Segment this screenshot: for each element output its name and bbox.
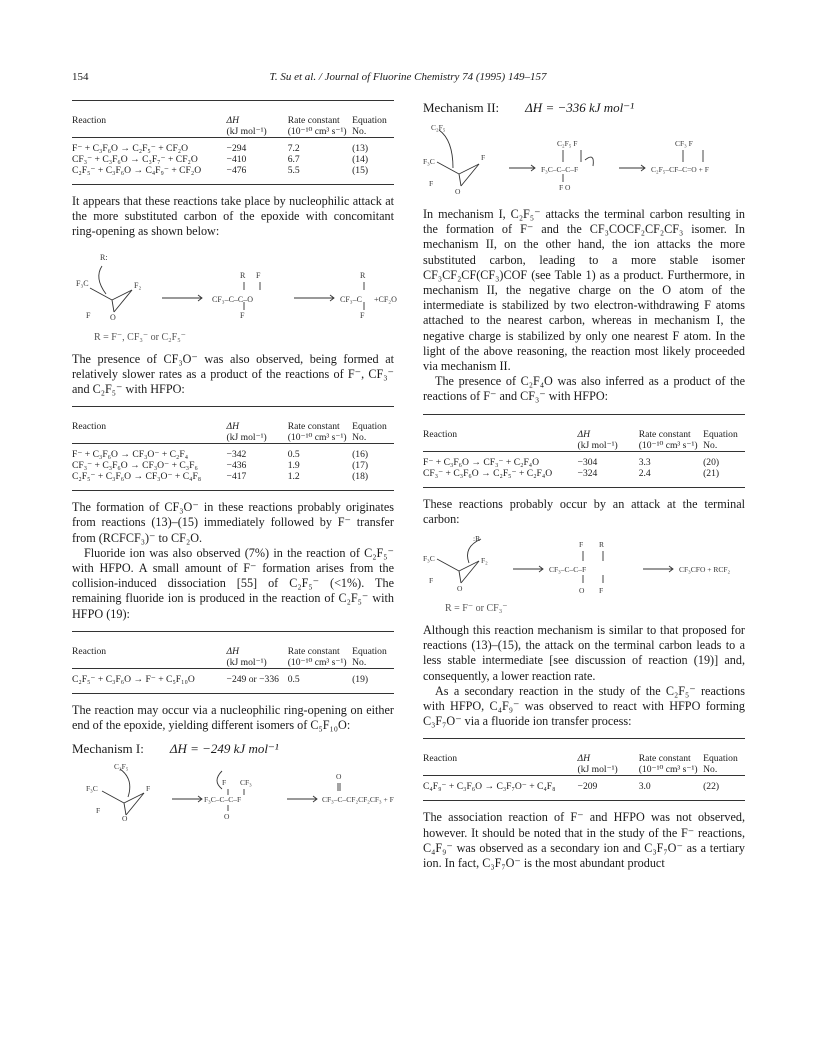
table-cell: C₂F₅⁻ + C₃F₆O → F⁻ + C₅F₁₀O [72, 668, 227, 693]
mechanism-2-heading [423, 100, 745, 116]
table-cell: CF₃⁻ + C₃F₆O → CF₃O⁻ + C₃F₆ [72, 460, 198, 472]
svg-text:F: F [146, 784, 151, 794]
svg-text:CF₃–C–CF₂CF₂CF₃ + F: CF₃–C–CF₂CF₂CF₃ + F [322, 795, 394, 805]
svg-text:+CF₂O: +CF₂O [374, 294, 397, 304]
journal-citation: T. Su et al. / Journal of Fluorine Chemistry 74 (1995) 149–157 [269, 71, 547, 83]
svg-text:CF₃–C: CF₃–C [340, 294, 362, 304]
svg-text:C₂F₅: C₂F₅ [114, 762, 129, 772]
table-cell: (17) [352, 460, 369, 472]
table-cell: (21) [703, 468, 745, 488]
mechanism-1-label: Mechanism I: [72, 741, 144, 757]
mechanism-2-dh: ΔH = −336 kJ mol⁻¹ [525, 100, 635, 115]
table-cell: −436 [226, 460, 247, 472]
svg-text:F O: F O [559, 183, 571, 192]
table-cell: −249 or −336 [227, 668, 288, 693]
col-reaction: Reaction [423, 753, 458, 765]
svg-text:C₂F₅: C₂F₅ [431, 123, 446, 132]
svg-text:F₂: F₂ [481, 556, 488, 566]
col-rate: Rate constant (10⁻¹⁰ cm³ s⁻¹) [638, 753, 698, 776]
table-cell: F⁻ + C₃F₆O → CF₃O⁻ + C₂F₄ [72, 444, 227, 461]
col-eq: Equation No. [352, 421, 387, 444]
table-cell: (19) [352, 668, 394, 693]
paragraph: The association reaction of F⁻ and HFPO was not observed, however. It should be noted that in the study of the F⁻ reactions, C₄F₉⁻ was observed as a secondary ion and C₃F₇O⁻ as a tertiary ion. In fact, C₃F₇O⁻ is the most abundant product [423, 810, 745, 871]
paragraph: The presence of CF₃O⁻ was also observed, being formed at relatively slower rates as a product of the reactions of F⁻, CF₃⁻ and C₂F₅⁻ with HFPO: [72, 351, 394, 397]
reaction-table-4 [423, 414, 745, 488]
table-cell: (15) [352, 165, 394, 185]
mechanism-1-dh: ΔH = −249 kJ mol⁻¹ [169, 741, 279, 757]
reaction-table-3 [72, 631, 394, 694]
svg-text:O: O [336, 772, 342, 782]
table-cell: (14) [352, 154, 369, 165]
table-cell: (20) [703, 451, 745, 468]
table-cell: 3.0 [639, 776, 703, 801]
table-cell: 1.2 [288, 471, 352, 491]
table-cell: 2.4 [639, 468, 703, 488]
paragraph: Fluoride ion was also observed (7%) in the reaction of C₂F₅⁻ with HFPO. A small amount of F⁻ formation arises from the collision-induced dissociation [55] of C₂F₅⁻ (<1%). The remaining fluoride ion is produced in the reaction of C₂F₅⁻ with HFPO (19): [72, 545, 394, 621]
table-cell: (18) [352, 471, 394, 491]
mechanism-1-scheme [72, 761, 394, 823]
scheme-terminal-attack [423, 533, 745, 614]
col-rate: Rate constant (10⁻¹⁰ cm³ s⁻¹) [287, 645, 347, 668]
svg-text:F: F [256, 270, 261, 280]
paragraph: Although this reaction mechanism is similar to that proposed for reactions (13)–(15), the attack on the terminal carbon leads to a less stable intermediate [see discussion of reaction (19)] and, consequently, a lower reaction rate. [423, 623, 745, 683]
table-cell: −410 [226, 154, 247, 165]
scheme-r-label: R: [100, 252, 108, 262]
col-rate: Rate constant (10⁻¹⁰ cm³ s⁻¹) [287, 115, 347, 137]
col-reaction: Reaction [423, 428, 458, 440]
svg-text:F: F [222, 778, 227, 788]
col-rate: Rate constant (10⁻¹⁰ cm³ s⁻¹) [287, 421, 347, 444]
paragraph: As a secondary reaction in the study of the C₂F₅⁻ reactions with HFPO, C₄F₉⁻ was observed to react with HFPO forming C₃F₇O⁻ via a fluoride ion transfer process: [423, 683, 745, 729]
svg-text:O: O [110, 312, 116, 322]
table-cell: 6.7 [287, 154, 300, 165]
svg-text:F: F [481, 153, 486, 162]
col-dh: ΔH [226, 645, 240, 657]
col-dh: ΔH [226, 421, 240, 433]
scheme-r-legend: R = F⁻ or CF₃⁻ [445, 603, 508, 615]
page-number: 154 [72, 71, 89, 83]
svg-text:R: R [599, 540, 605, 550]
table-cell: (13) [352, 138, 394, 155]
table-cell: −324 [578, 468, 639, 488]
svg-text:CF₃–C–C–F: CF₃–C–C–F [549, 565, 587, 575]
table-cell: (16) [352, 444, 394, 461]
scheme-ring-opening-drawing [72, 248, 397, 328]
table-cell: (22) [703, 776, 745, 801]
scheme-ring-opening [72, 248, 397, 343]
svg-text:F₃C: F₃C [423, 554, 435, 564]
mechanism-2-label: Mechanism II: [423, 100, 500, 115]
svg-text:F: F [579, 540, 584, 550]
mechanism-2-scheme [423, 120, 745, 198]
table-cell: −417 [227, 471, 288, 491]
table-cell: 7.2 [288, 138, 352, 155]
table-cell: −294 [227, 138, 288, 155]
paragraph: The presence of C₂F₄O was also inferred as a product of the reactions of F⁻ and CF₃⁻ with HFPO: [423, 374, 745, 404]
table-cell: 0.5 [288, 444, 352, 461]
svg-text:CF₃–C–C–O: CF₃–C–C–O [212, 294, 254, 304]
col-eq: Equation No. [703, 428, 738, 451]
table-cell: C₂F₅⁻ + C₃F₆O → CF₃O⁻ + C₄F₈ [72, 471, 227, 491]
table-cell: CF₃⁻ + C₃F₆O → C₂F₅⁻ + C₂F₄O [423, 468, 578, 488]
table-cell: 3.3 [639, 451, 703, 468]
svg-text:F₃C: F₃C [86, 784, 98, 794]
table-cell: C₄F₉⁻ + C₃F₆O → C₃F₇O⁻ + C₄F₈ [423, 776, 578, 801]
paragraph: These reactions probably occur by an attack at the terminal carbon: [423, 496, 745, 526]
col-dh-unit: (kJ mol⁻¹) [226, 432, 267, 444]
svg-text:C₂F₅–CF–C=O + F: C₂F₅–CF–C=O + F [651, 165, 709, 174]
mechanism-1-heading [72, 741, 394, 757]
svg-text:F: F [360, 310, 365, 320]
col-dh: ΔH [577, 753, 591, 765]
reaction-table-5 [423, 738, 745, 801]
col-eq: Equation No. [703, 753, 738, 776]
table-cell: C₂F₅⁻ + C₃F₆O → C₄F₉⁻ + CF₂O [72, 165, 227, 185]
table-cell: 5.5 [288, 165, 352, 185]
svg-text:F₃C–C–C–F: F₃C–C–C–F [204, 795, 242, 805]
svg-text:F₃C: F₃C [76, 278, 89, 288]
table-cell: F⁻ + C₃F₆O → C₂F₅⁻ + CF₂O [72, 138, 227, 155]
svg-text:F: F [240, 310, 245, 320]
scheme-terminal-attack-drawing [423, 533, 745, 599]
svg-text:O: O [455, 187, 461, 196]
scheme-r-legend: R = F⁻, CF₃⁻ or C₂F₅⁻ [94, 331, 186, 343]
paragraph: It appears that these reactions take place by nucleophilic attack at the more substituted carbon of the epoxide with concomitant ring-opening as shown below: [72, 194, 394, 239]
svg-text:O: O [457, 584, 463, 594]
svg-text:F: F [429, 179, 434, 188]
svg-text:R: R [360, 270, 366, 280]
col-dh: ΔH [577, 428, 591, 440]
table-cell: CF₃⁻ + C₃F₆O → C₃F₇⁻ + CF₂O [72, 154, 198, 165]
table-cell: 0.5 [288, 668, 352, 693]
col-reaction: Reaction [72, 421, 107, 433]
col-reaction: Reaction [72, 645, 107, 657]
svg-text:O: O [579, 586, 585, 596]
col-rate: Rate constant (10⁻¹⁰ cm³ s⁻¹) [638, 428, 698, 451]
svg-text:F: F [599, 586, 604, 596]
right-column [423, 100, 745, 871]
table-cell: −304 [578, 451, 639, 468]
col-dh: ΔH [226, 115, 240, 126]
col-eq: Equation No. [352, 645, 387, 668]
svg-text:F₂: F₂ [134, 280, 142, 290]
reaction-table-1 [72, 100, 394, 185]
table-cell: −342 [227, 444, 288, 461]
table-cell: F⁻ + C₃F₆O → CF₃⁻ + C₂F₄O [423, 451, 578, 468]
col-dh-unit: (kJ mol⁻¹) [577, 439, 618, 451]
svg-text:F: F [96, 806, 101, 816]
svg-text:C₂F₅ F: C₂F₅ F [557, 139, 578, 148]
col-dh-unit: (kJ mol⁻¹) [226, 656, 267, 668]
svg-text:CF₃CFO + RCF₂: CF₃CFO + RCF₂ [679, 565, 731, 575]
paragraph: In mechanism I, C₂F₅⁻ attacks the terminal carbon resulting in the formation of F⁻ and the CF₃COCF₂CF₂CF₃ isomer. In mechanism II, on the other hand, the ion attacks the more substituted carbon, leading to a more stable isomer CF₃CF₂CF(CF₃)COF (see Table 1) as a product. Furthermore, in mechanism II, the negative charge on the O atom of the intermediate is stabilized by two electron-withdrawing F atoms attached to the nearest carbon, whereas in mechanism I, the negative charge is stabilized by only one nearest F atom. In the light of the above reasoning, the reaction most likely proceeded via mechanism II. [423, 207, 745, 374]
svg-text:O: O [122, 814, 128, 824]
col-dh-unit: (kJ mol⁻¹) [226, 126, 267, 137]
paragraph: The formation of CF₃O⁻ in these reactions probably originates from reactions (13)–(15) immediately followed by F⁻ transfer from (RCFCF₃)⁻ to CF₂O. [72, 500, 394, 545]
table-cell: −209 [578, 776, 639, 801]
svg-text:R: R [240, 270, 246, 280]
svg-text:CF₃ F: CF₃ F [675, 139, 693, 148]
svg-text:F₃C: F₃C [423, 157, 435, 166]
col-dh-unit: (kJ mol⁻¹) [577, 764, 618, 776]
left-column [72, 100, 397, 824]
table-cell: 1.9 [287, 460, 300, 472]
svg-text:F: F [429, 576, 434, 586]
reaction-table-2 [72, 406, 394, 491]
table-cell: −476 [227, 165, 288, 185]
col-eq: Equation No. [352, 115, 387, 137]
svg-text:F: F [86, 310, 91, 320]
paragraph: The reaction may occur via a nucleophilic ring-opening on either end of the epoxide, yielding different isomers of C₅F₁₀O: [72, 702, 394, 733]
scheme-r-label: :R [473, 534, 481, 544]
svg-text:CF₃: CF₃ [240, 778, 252, 788]
svg-text:F₃C–C–C–F: F₃C–C–C–F [541, 165, 579, 174]
col-reaction: Reaction [72, 115, 107, 126]
svg-text:O: O [224, 812, 230, 822]
